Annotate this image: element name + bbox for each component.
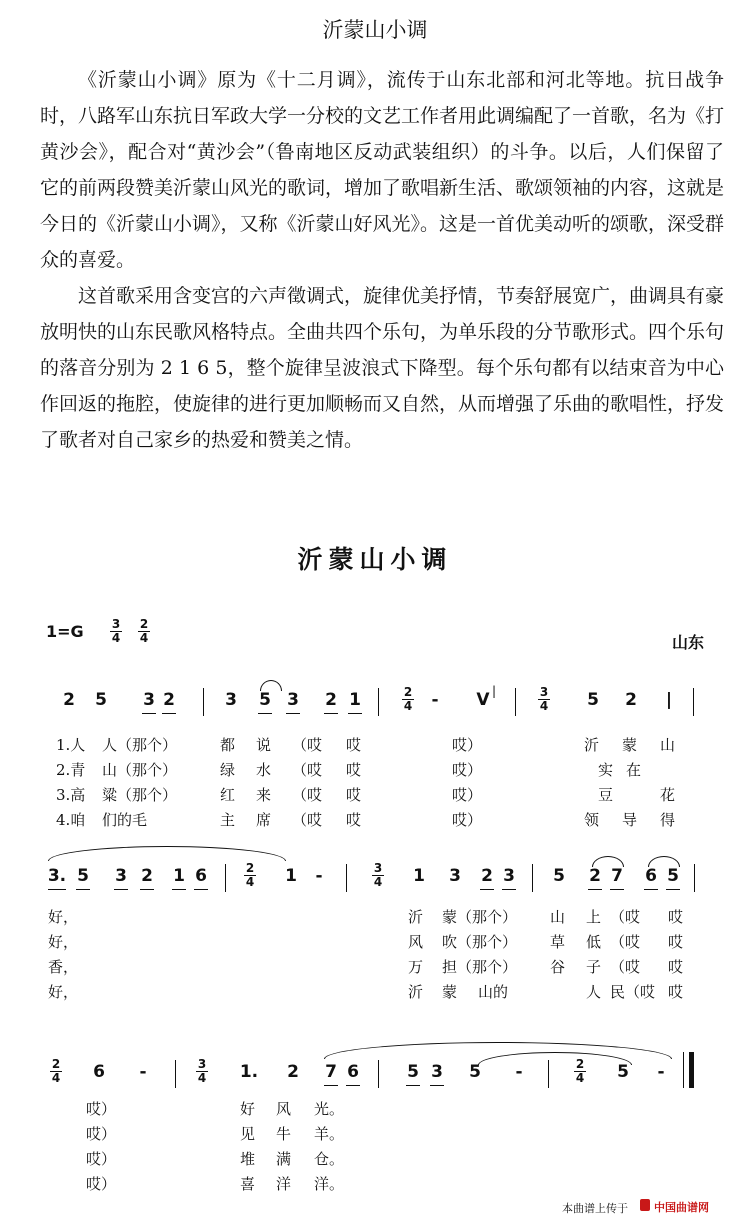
lyric: （哎 [610, 958, 641, 976]
lyric: 哎 [346, 811, 362, 829]
lyric: （哎 [292, 786, 323, 804]
note: 3 [112, 866, 130, 886]
note: 5 [74, 866, 92, 886]
lyric: 哎） [86, 1150, 117, 1168]
barline [532, 864, 533, 892]
lyric: 们的毛 [102, 811, 148, 829]
lyric: 说 [256, 736, 272, 754]
breath-mark: | [492, 684, 497, 698]
lyric: 光。 [314, 1100, 345, 1118]
lyric: 吹（那个） [442, 933, 518, 951]
key-signature: 1=G [46, 622, 84, 641]
score-title: 沂蒙山小调 [297, 545, 453, 574]
time-change-2-4 [574, 1058, 586, 1085]
lyric: 红 [220, 786, 236, 804]
lyric: 好 [240, 1100, 256, 1118]
lyric: 牛 [276, 1125, 292, 1143]
lyric: 花 [660, 786, 676, 804]
lyric: 席 [256, 811, 272, 829]
lyric: 沂 [408, 983, 424, 1001]
barline [346, 864, 347, 892]
note: 7 [322, 1062, 340, 1082]
slur [648, 856, 680, 867]
note: 1 [413, 866, 425, 886]
time-top: 2 [51, 1057, 61, 1071]
lyric: 哎） [86, 1175, 117, 1193]
dash: - [315, 866, 323, 886]
slur [48, 846, 286, 861]
slur [592, 856, 624, 867]
time-signature-2-bottom: 4 [139, 631, 149, 645]
lyric: 水 [256, 761, 272, 779]
note: 5 [469, 1062, 481, 1082]
note: 2 [63, 690, 75, 710]
lyric: 哎） [452, 761, 483, 779]
time-signature-1-bottom: 4 [111, 631, 121, 645]
lyric: （哎 [292, 736, 323, 754]
note: 3 [449, 866, 461, 886]
dash: V [476, 690, 490, 710]
note: 6 [192, 866, 210, 886]
note: 2 [586, 866, 604, 886]
lyric: 主 [220, 811, 236, 829]
lyric: 哎 [668, 908, 684, 926]
lyric: 来 [256, 786, 272, 804]
lyric: 领 [584, 811, 600, 829]
lyric: （哎 [610, 933, 641, 951]
lyric: 仓。 [314, 1150, 345, 1168]
lyric: 蒙 [622, 736, 638, 754]
lyric: 哎） [86, 1100, 117, 1118]
time-change-3-4 [538, 686, 550, 713]
dash: - [515, 1062, 523, 1082]
lyric: 满 [276, 1150, 292, 1168]
barline [175, 1060, 176, 1088]
note: - [431, 690, 439, 710]
lyric: 绿 [220, 761, 236, 779]
lyric: 粱（那个） [102, 786, 178, 804]
lyric: 香， [48, 958, 79, 976]
lyric: （哎 [292, 761, 323, 779]
time-top: 3 [373, 861, 383, 875]
note: 1 [285, 866, 297, 886]
time-top: 2 [403, 685, 413, 699]
note: 1 [170, 866, 188, 886]
lyric: 草 [550, 933, 566, 951]
time-change-2-4 [402, 686, 414, 713]
barline [548, 1060, 549, 1088]
time-bottom: 4 [51, 1071, 61, 1085]
time-bottom: 4 [575, 1071, 585, 1085]
lyric: 豆 [598, 786, 614, 804]
lyric: 民（哎 [610, 983, 656, 1001]
lyric: 好， [48, 933, 79, 951]
note: | [665, 690, 673, 710]
barline [694, 864, 695, 892]
lyric: 哎 [346, 736, 362, 754]
lyric: 谷 [550, 958, 566, 976]
lyric: 实 [598, 761, 614, 779]
lyric: 沂 [408, 908, 424, 926]
time-signature-2-top: 2 [139, 617, 149, 631]
dash: - [657, 1062, 665, 1082]
note: 3 [140, 690, 158, 710]
barline [225, 864, 226, 892]
lyric: 沂 [584, 736, 600, 754]
lyric: 山的 [478, 983, 509, 1001]
lyric: 担（那个） [442, 958, 518, 976]
lyric: 子 [586, 958, 602, 976]
lyric: 导 [622, 811, 638, 829]
note: 5 [553, 866, 565, 886]
note: 6 [93, 1062, 105, 1082]
note: 5 [664, 866, 682, 886]
time-signature-2 [138, 618, 150, 645]
barline [378, 1060, 379, 1088]
barline [515, 688, 516, 716]
note: 7 [608, 866, 626, 886]
lyric: 山 [660, 736, 676, 754]
lyric: 风 [276, 1100, 292, 1118]
note: 5 [95, 690, 107, 710]
time-top: 2 [575, 1057, 585, 1071]
time-bottom: 4 [373, 875, 383, 889]
lyric: 哎 [668, 933, 684, 951]
note: 5 [587, 690, 599, 710]
lyric: 万 [408, 958, 424, 976]
lyric: 哎） [86, 1125, 117, 1143]
note: 6 [344, 1062, 362, 1082]
note: 2 [160, 690, 178, 710]
lyric: 喜 [240, 1175, 256, 1193]
lyric: 哎 [346, 761, 362, 779]
note: 5 [256, 690, 274, 710]
note: 3. [47, 866, 67, 886]
time-change-2-4 [50, 1058, 62, 1085]
lyric: 都 [220, 736, 236, 754]
barline [693, 688, 694, 716]
dash: - [139, 1062, 147, 1082]
lyric: 哎） [452, 736, 483, 754]
barline [203, 688, 204, 716]
note: 3 [284, 690, 302, 710]
lyric: 好， [48, 983, 79, 1001]
barline [683, 1052, 684, 1088]
time-change-2-4 [244, 862, 256, 889]
lyric: （哎 [292, 811, 323, 829]
time-change-3-4 [196, 1058, 208, 1085]
lyric: 2.青 [56, 761, 86, 779]
lyric: 哎 [668, 983, 684, 1001]
note: 2 [287, 1062, 299, 1082]
site-name: 中国曲谱网 [654, 1201, 709, 1214]
lyric: 洋 [276, 1175, 292, 1193]
note: 3 [428, 1062, 446, 1082]
note: 2 [322, 690, 340, 710]
time-top: 2 [245, 861, 255, 875]
time-signature-1-top: 3 [111, 617, 121, 631]
note: 2 [625, 690, 637, 710]
note: 1. [239, 1062, 259, 1082]
lyric: 山（那个） [102, 761, 178, 779]
lyric: 蒙（那个） [442, 908, 518, 926]
note: 1 [346, 690, 364, 710]
lyric: 3.高 [56, 786, 86, 804]
time-bottom: 4 [197, 1071, 207, 1085]
lyric: 得 [660, 811, 676, 829]
note: 3 [500, 866, 518, 886]
note: 2 [138, 866, 156, 886]
note: 2 [478, 866, 496, 886]
lyric: 蒙 [442, 983, 458, 1001]
intro-text [40, 62, 724, 458]
lyric: （哎 [610, 908, 641, 926]
lyric: 风 [408, 933, 424, 951]
lyric: 堆 [240, 1150, 256, 1168]
page-header-title: 沂蒙山小调 [322, 18, 428, 42]
time-signature-1 [110, 618, 122, 645]
intro-paragraph-1: 《沂蒙山小调》原为《十二月调》，流传于山东北部和河北等地。抗日战争时，八路军山东抗日军政大学一分校的文艺工作者用此调编配了一首歌，名为《打黄沙会》，配合对“黄沙会”（鲁南地区反动武装组织）的斗争。以后，人们保留了它的前两段赞美沂蒙山风光的歌词，增加了歌唱新生活、歌颂领袖的内容，这就是今日的《沂蒙山小调》，又称《沂蒙山好风光》。这是一首优美动听的颂歌，深受群众的喜爱。 [40, 69, 725, 271]
time-change-3-4 [372, 862, 384, 889]
note: 5 [617, 1062, 629, 1082]
barline [378, 688, 379, 716]
note: 5 [404, 1062, 422, 1082]
lyric: 人 [586, 983, 602, 1001]
site-logo-icon [640, 1199, 650, 1211]
final-barline [689, 1052, 694, 1088]
lyric: 低 [586, 933, 602, 951]
upload-note: 本曲谱上传于 [562, 1202, 628, 1215]
lyric: 人（那个） [102, 736, 178, 754]
note: 6 [642, 866, 660, 886]
time-bottom: 4 [403, 699, 413, 713]
region-label: 山东 [671, 633, 704, 652]
time-bottom: 4 [245, 875, 255, 889]
time-top: 3 [539, 685, 549, 699]
lyric: 哎 [346, 786, 362, 804]
lyric: 在 [626, 761, 642, 779]
lyric: 1.人 [56, 736, 86, 754]
lyric: 哎 [668, 958, 684, 976]
lyric: 洋。 [314, 1175, 345, 1193]
time-bottom: 4 [539, 699, 549, 713]
intro-paragraph-2: 这首歌采用含变宫的六声徵调式，旋律优美抒情，节奏舒展宽广，曲调具有豪放明快的山东民歌风格特点。全曲共四个乐句，为单乐段的分节歌形式。四个乐句的落音分别为 2 1 6 5，整个旋律呈波浪式下降型。每个乐句都有以结束音为中心作回返的拖腔，使旋律的进行更加顺畅而又自然，从而增强了乐曲的歌唱性，抒发了歌者对自己家乡的热爱和赞美之情。 [40, 285, 725, 451]
lyric: 羊。 [314, 1125, 345, 1143]
lyric: 见 [240, 1125, 256, 1143]
lyric: 好， [48, 908, 79, 926]
lyric: 哎） [452, 786, 483, 804]
lyric: 哎） [452, 811, 483, 829]
lyric: 上 [586, 908, 602, 926]
note: 3 [225, 690, 237, 710]
slur [260, 680, 282, 691]
lyric: 4.咱 [56, 811, 86, 829]
lyric: 山 [550, 908, 566, 926]
time-top: 3 [197, 1057, 207, 1071]
